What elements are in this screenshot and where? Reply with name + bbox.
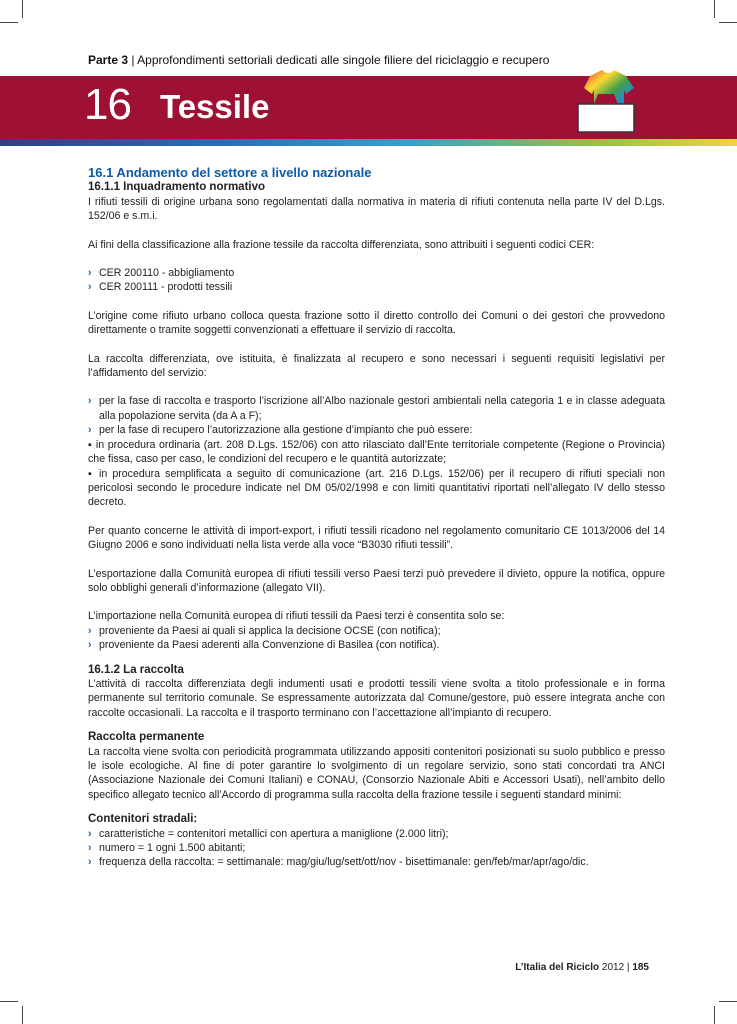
- sub-list-item: ▪ in procedura semplificata a seguito di comunicazione (art. 216 D.Lgs. 152/06) per il recupero di rifiuti speciali non pericolosi secondo le procedure indicate nel DM 05/02/1998 e con limiti quantitativi riportati nell’allegato IV dello stesso decreto.: [88, 467, 665, 509]
- crop-mark: [719, 1001, 737, 1002]
- crop-mark: [719, 22, 737, 23]
- paragraph: L’origine come rifiuto urbano colloca questa frazione sotto il diretto controllo dei Comuni o dei gestori che provvedono direttamente o tramite soggetti convenzionati a effettuare il servizio di raccolta.: [88, 309, 665, 337]
- list-item: › numero = 1 ogni 1.500 abitanti;: [88, 842, 246, 855]
- paragraph: L’attività di raccolta differenziata degli indumenti usati e prodotti tessili viene svolta a titolo professionale e in forma permanente sul territorio comunale. Se espressamente autorizzata dal Comune/gestore, può essere integrata anche con raccolte occasionali. La raccolta e il trasporto terminano con l’accettazione all’impianto di recupero.: [88, 677, 665, 719]
- chapter-banner: [0, 76, 737, 139]
- list-item: › CER 200111 - prodotti tessili: [88, 281, 233, 294]
- paragraph: L’importazione nella Comunità europea di rifiuti tessili da Paesi terzi è consentita solo se:: [88, 610, 505, 623]
- paragraph: Per quanto concerne le attività di import-export, i rifiuti tessili ricadono nel regolamento comunitario CE 1013/2006 del 14 Giugno 2006 e sono individuati nella lista verde alla voce “B3030 rifiuti tessili”.: [88, 524, 665, 552]
- crop-mark: [22, 0, 23, 18]
- part-header: Parte 3 | Approfondimenti settoriali dedicati alle singole filiere del riciclaggio e recupero: [88, 53, 550, 67]
- paragraph: La raccolta differenziata, ove istituita, è finalizzata al recupero e sono necessari i seguenti requisiti legislativi per l’affidamento del servizio:: [88, 352, 665, 380]
- main-content: [88, 166, 665, 870]
- separator: |: [626, 962, 630, 973]
- crop-mark: [714, 0, 715, 18]
- publication-title: L’Italia del Riciclo: [515, 962, 600, 973]
- subheading: Contenitori stradali:: [88, 813, 198, 826]
- page-number: 185: [632, 962, 649, 973]
- crop-mark: [0, 22, 18, 23]
- subheading: Raccolta permanente: [88, 731, 205, 744]
- part-label: Parte 3: [88, 53, 129, 67]
- chevron-right-icon: ›: [88, 856, 92, 869]
- chevron-right-icon: ›: [88, 624, 92, 637]
- publication-year: 2012: [601, 962, 625, 973]
- t-shirt-bin-icon: [568, 60, 644, 136]
- list-item: › proveniente da Paesi ai quali si applica la decisione OCSE (con notifica);: [88, 624, 441, 637]
- chevron-right-icon: ›: [88, 827, 92, 840]
- paragraph: L’esportazione dalla Comunità europea di rifiuti tessili verso Paesi terzi può prevedere il divieto, oppure la notifica, oppure solo obblighi generali d’informazione (allegato VII).: [88, 567, 665, 594]
- chevron-right-icon: ›: [88, 639, 92, 652]
- list-item: › frequenza della raccolta: = settimanale: mag/giu/lug/sett/ott/nov - bisettimanale: gen/feb/mar/apr/ago/dic.: [88, 856, 589, 869]
- chevron-right-icon: ›: [88, 395, 92, 408]
- list-item: › per la fase di raccolta e trasporto l’iscrizione all’Albo nazionale gestori ambientali nella categoria 1 e in classe adeguata alla popolazione servita (da A a F);: [88, 395, 665, 422]
- paragraph: Ai fini della classificazione alla frazione tessile da raccolta differenziata, sono attribuiti i seguenti codici CER:: [88, 238, 595, 251]
- chevron-right-icon: ›: [88, 424, 92, 437]
- subsection-title: 16.1.1 Inquadramento normativo: [88, 181, 266, 194]
- paragraph: I rifiuti tessili di origine urbana sono regolamentati dalla normativa in materia di rifiuti contenuta nella parte IV del D.Lgs. 152/06 e s.m.i.: [88, 195, 665, 223]
- square-bullet-icon: ▪: [88, 467, 100, 480]
- square-bullet-icon: ▪: [88, 438, 96, 451]
- sub-list-item: ▪ in procedura ordinaria (art. 208 D.Lgs. 152/06) con atto rilasciato dall’Ente territoriale competente (Regione o Provincia) che fissa, caso per caso, le condizioni del recupero e le quantità autorizzate;: [88, 438, 666, 466]
- chapter-number: 16: [84, 80, 131, 129]
- chapter-title: Tessile: [160, 88, 270, 125]
- chevron-right-icon: ›: [88, 281, 92, 294]
- section-title: 16.1 Andamento del settore a livello nazionale: [88, 165, 372, 180]
- list-item: › proveniente da Paesi aderenti alla Convenzione di Basilea (con notifica).: [88, 639, 440, 652]
- crop-mark: [0, 1001, 18, 1002]
- list-item: › per la fase di recupero l’autorizzazione alla gestione d’impianto che può essere:: [88, 424, 473, 437]
- color-stripe: [0, 139, 737, 146]
- paragraph: La raccolta viene svolta con periodicità programmata utilizzando appositi contenitori posizionati su suolo pubblico e presso le isole ecologiche. Al fine di poter garantire lo svolgimento di un regolare servizio, sono stati concordati tra ANCI (Associazione Nazionale dei Comuni Italiani) e CONAU, (Consorzio Nazionale Abiti e Accessori Usati), nell’ambito dello specifico allegato tecnico all’Accordo di programma sulla raccolta della frazione tessile i seguenti standard minimi:: [88, 745, 665, 801]
- chevron-right-icon: ›: [88, 267, 92, 280]
- list-item: › CER 200110 - abbigliamento: [88, 267, 235, 280]
- chevron-right-icon: ›: [88, 842, 92, 855]
- subsection-title: 16.1.2 La raccolta: [88, 663, 184, 676]
- list-item: › caratteristiche = contenitori metallici con apertura a maniglione (2.000 litri);: [88, 827, 449, 840]
- part-title: Approfondimenti settoriali dedicati alle singole filiere del riciclaggio e recupero: [137, 53, 550, 67]
- crop-mark: [714, 1006, 715, 1024]
- crop-mark: [22, 1006, 23, 1024]
- page-footer: [515, 962, 649, 973]
